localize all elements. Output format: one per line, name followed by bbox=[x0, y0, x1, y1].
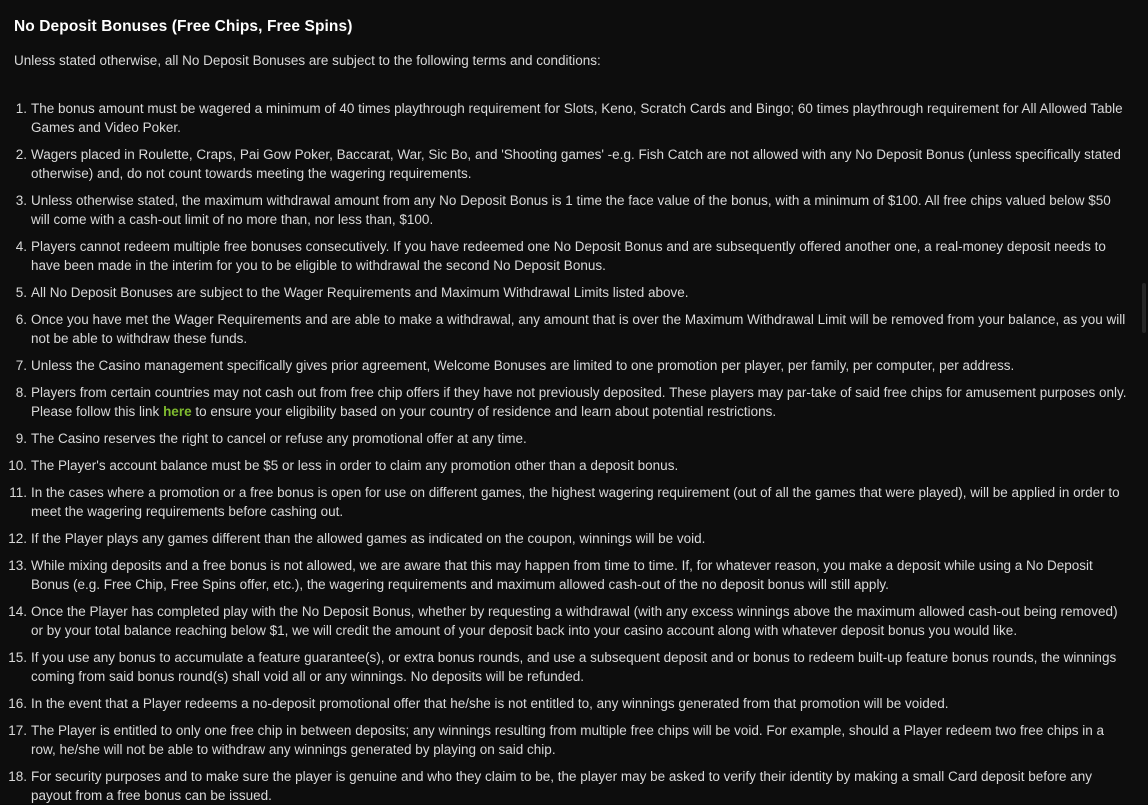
term-item-3: Unless otherwise stated, the maximum withdrawal amount from any No Deposit Bonus is 1 time the face value of the bonus, with a minimum of $100. All free chips valued below $50 will come with a cash-out limit of no more than, nor less than, $100. bbox=[31, 193, 1111, 227]
term-item-15: If you use any bonus to accumulate a feature guarantee(s), or extra bonus rounds, and use a subsequent deposit and or bonus to redeem built-up feature bonus rounds, the winnings coming from said bonus round(s) shall void all or any winnings. No deposits will be refunded. bbox=[31, 650, 1117, 684]
term-item-6: Once you have met the Wager Requirements and are able to make a withdrawal, any amount that is over the Maximum Withdrawal Limit will be removed from your balance, as you will not be able to withdraw these funds. bbox=[31, 312, 1126, 346]
term-item-4: Players cannot redeem multiple free bonuses consecutively. If you have redeemed one No Deposit Bonus and are subsequently offered another one, a real-money deposit needs to have been made in the interim for you to be eligible to withdrawal the second No Deposit Bonus. bbox=[31, 239, 1106, 273]
term-item-2: Wagers placed in Roulette, Craps, Pai Gow Poker, Baccarat, War, Sic Bo, and 'Shooting games' -e.g. Fish Catch are not allowed with any No Deposit Bonus (unless specifically stated otherwise) and, do not count towards meeting the wagering requirements. bbox=[31, 147, 1121, 181]
term-item-14: Once the Player has completed play with the No Deposit Bonus, whether by requesting a withdrawal (with any excess winnings above the maximum allowed cash-out being removed) or by your total balance reaching below $1, we will credit the amount of your deposit back into your casino account along with whatever deposit bonus you would like. bbox=[31, 604, 1118, 638]
page-title: No Deposit Bonuses (Free Chips, Free Spins) bbox=[14, 18, 353, 35]
term-item-5: All No Deposit Bonuses are subject to the Wager Requirements and Maximum Withdrawal Limits listed above. bbox=[31, 285, 689, 300]
scrollbar-thumb[interactable] bbox=[1142, 283, 1146, 333]
term-item-16: In the event that a Player redeems a no-deposit promotional offer that he/she is not entitled to, any winnings generated from that promotion will be voided. bbox=[31, 696, 949, 711]
term-item-17: The Player is entitled to only one free chip in between deposits; any winnings resulting from multiple free chips will be void. For example, should a Player redeem two free chips in a row, he/she will not be able to withdraw any winnings generated by playing on said chip. bbox=[31, 723, 1105, 757]
term-item-18: For security purposes and to make sure the player is genuine and who they claim to be, the player may be asked to verify their identity by making a small Card deposit before any payout from a free bonus can be issued. bbox=[31, 769, 1093, 803]
intro-text: Unless stated otherwise, all No Deposit Bonuses are subject to the following terms and conditions: bbox=[14, 53, 601, 68]
term-8-text-after-link: to ensure your eligibility based on your country of residence and learn about potential restrictions. bbox=[191, 404, 777, 419]
term-8-text-before-link: Players from certain countries may not cash out from free chip offers if they have not previously deposited. These players may par-take of said free chips for amusement purposes only. Please follow this link bbox=[31, 385, 1127, 419]
term-item-1: The bonus amount must be wagered a minimum of 40 times playthrough requirement for Slots, Keno, Scratch Cards and Bingo; 60 times playthrough requirement for All Allowed Table Games and Video Poker. bbox=[31, 101, 1123, 135]
term-item-7: Unless the Casino management specifically gives prior agreement, Welcome Bonuses are limited to one promotion per player, per family, per computer, per address. bbox=[31, 358, 1015, 373]
term-item-13: While mixing deposits and a free bonus is not allowed, we are aware that this may happen from time to time. If, for whatever reason, you make a deposit while using a No Deposit Bonus (e.g. Free Chip, Free Spins offer, etc.), the wagering requirements and maximum allowed cash-out of the no deposit bonus will still apply. bbox=[31, 558, 1093, 592]
terms-list bbox=[8, 99, 1134, 805]
term-item-10: The Player's account balance must be $5 or less in order to claim any promotion other than a deposit bonus. bbox=[31, 458, 679, 473]
eligibility-here-link[interactable]: here bbox=[163, 404, 192, 419]
term-item-11: In the cases where a promotion or a free bonus is open for use on different games, the highest wagering requirement (out of all the games that were played), will be applied in order to meet the wagering requirements before cashing out. bbox=[31, 485, 1120, 519]
term-item-12: If the Player plays any games different than the allowed games as indicated on the coupon, winnings will be void. bbox=[31, 531, 706, 546]
term-item-8 bbox=[8, 383, 1128, 421]
term-item-9: The Casino reserves the right to cancel or refuse any promotional offer at any time. bbox=[31, 431, 527, 446]
